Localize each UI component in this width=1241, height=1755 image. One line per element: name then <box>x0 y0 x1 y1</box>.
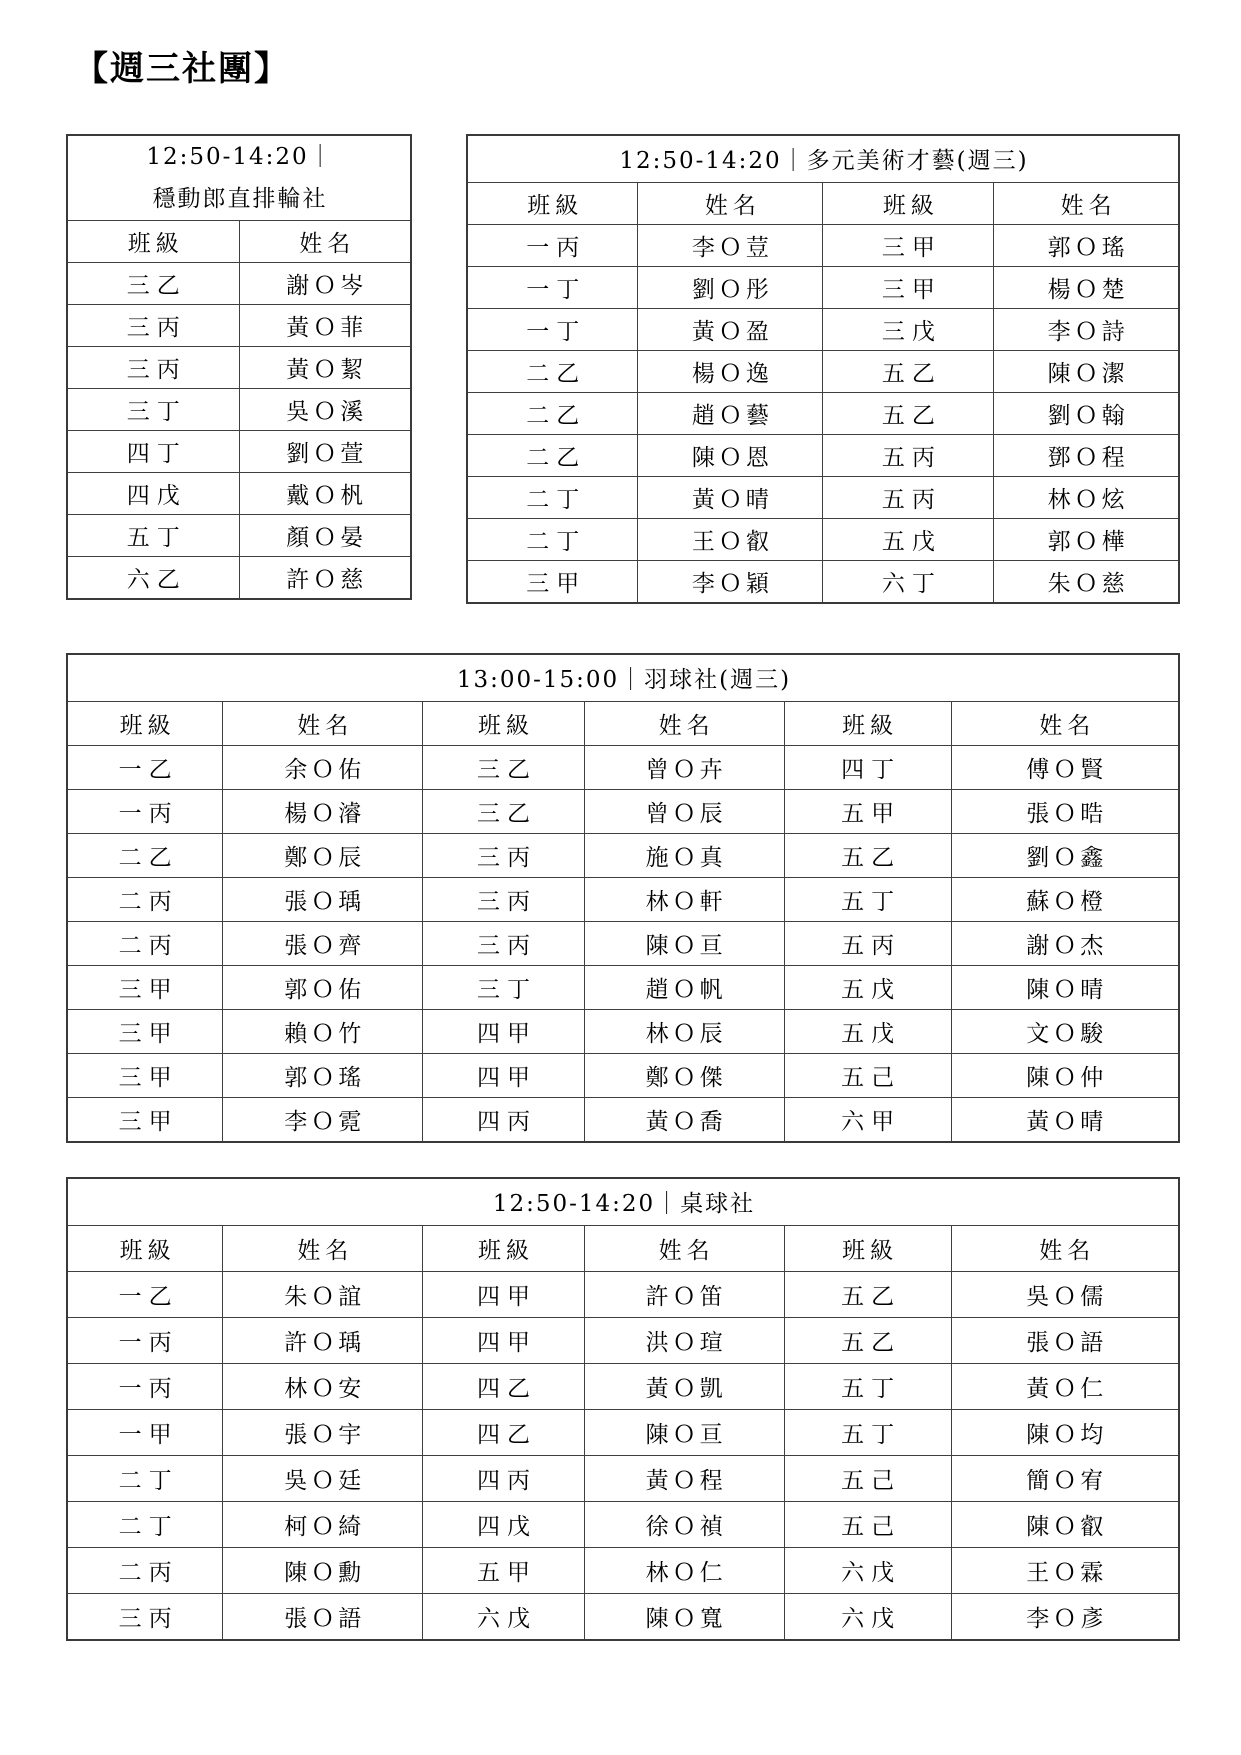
column-header: 班級 <box>67 1225 223 1271</box>
name-cell: 賴Ｏ竹 <box>223 1009 423 1053</box>
name-cell: 楊Ｏ逸 <box>638 350 823 392</box>
name-cell: 劉Ｏ萱 <box>239 430 411 472</box>
column-header: 班級 <box>467 182 638 224</box>
table-row <box>467 434 1179 476</box>
name-cell: 郭Ｏ佑 <box>223 965 423 1009</box>
name-cell: 蘇Ｏ橙 <box>951 877 1179 921</box>
table-title: 12:50-14:20｜桌球社 <box>67 1178 1179 1226</box>
table-row <box>67 304 411 346</box>
class-cell: 五己 <box>784 1455 951 1501</box>
table-row <box>67 877 1179 921</box>
table-row <box>67 1317 1179 1363</box>
name-cell: 戴Ｏ杋 <box>239 472 411 514</box>
table-title-time: 12:50-14:20｜ <box>146 143 334 170</box>
name-cell: 李Ｏ詩 <box>994 308 1179 350</box>
table-row <box>67 1097 1179 1142</box>
column-header: 姓名 <box>638 182 823 224</box>
name-cell: 吳Ｏ溪 <box>239 388 411 430</box>
class-cell: 二丙 <box>67 1547 223 1593</box>
table-header-row <box>467 182 1179 224</box>
table-row <box>67 1547 1179 1593</box>
class-cell: 三丙 <box>423 921 584 965</box>
name-cell: 鄭Ｏ辰 <box>223 833 423 877</box>
class-cell: 一丙 <box>67 789 223 833</box>
table-row <box>467 560 1179 603</box>
name-cell: 曾Ｏ辰 <box>584 789 784 833</box>
name-cell: 林Ｏ炫 <box>994 476 1179 518</box>
table-title: 12:50-14:20｜多元美術才藝(週三) <box>467 135 1179 183</box>
name-cell: 張Ｏ晧 <box>951 789 1179 833</box>
name-cell: 趙Ｏ帆 <box>584 965 784 1009</box>
name-cell: 曾Ｏ卉 <box>584 745 784 789</box>
class-cell: 五己 <box>784 1501 951 1547</box>
class-cell: 三甲 <box>67 1097 223 1142</box>
name-cell: 楊Ｏ楚 <box>994 266 1179 308</box>
class-cell: 五丙 <box>784 921 951 965</box>
column-header: 班級 <box>784 701 951 745</box>
column-header: 班級 <box>67 701 223 745</box>
name-cell: 楊Ｏ濬 <box>223 789 423 833</box>
class-cell: 三丙 <box>67 346 239 388</box>
class-cell: 四戊 <box>67 472 239 514</box>
table-row <box>67 262 411 304</box>
class-cell: 三乙 <box>423 745 584 789</box>
table-row <box>467 224 1179 266</box>
table-row <box>67 514 411 556</box>
class-cell: 三甲 <box>823 266 994 308</box>
name-cell: 李Ｏ霓 <box>223 1097 423 1142</box>
name-cell: 郭Ｏ瑤 <box>994 224 1179 266</box>
column-header: 姓名 <box>951 701 1179 745</box>
name-cell: 陳Ｏ亘 <box>584 1409 784 1455</box>
name-cell: 吳Ｏ廷 <box>223 1455 423 1501</box>
class-cell: 六戊 <box>784 1547 951 1593</box>
name-cell: 許Ｏ瑀 <box>223 1317 423 1363</box>
name-cell: 謝Ｏ岑 <box>239 262 411 304</box>
class-cell: 六乙 <box>67 556 239 599</box>
table-row <box>67 1363 1179 1409</box>
table-row <box>67 789 1179 833</box>
table-row <box>67 1593 1179 1640</box>
name-cell: 鄭Ｏ傑 <box>584 1053 784 1097</box>
class-cell: 三甲 <box>67 1053 223 1097</box>
class-cell: 二乙 <box>467 392 638 434</box>
name-cell: 朱Ｏ慈 <box>994 560 1179 603</box>
table-row <box>67 388 411 430</box>
class-cell: 二丁 <box>467 476 638 518</box>
class-cell: 五戊 <box>784 965 951 1009</box>
name-cell: 黃Ｏ盈 <box>638 308 823 350</box>
class-cell: 三甲 <box>67 965 223 1009</box>
class-cell: 五甲 <box>423 1547 584 1593</box>
skating-club-table <box>66 134 412 600</box>
name-cell: 吳Ｏ儒 <box>951 1271 1179 1317</box>
class-cell: 四丁 <box>784 745 951 789</box>
name-cell: 張Ｏ瑀 <box>223 877 423 921</box>
name-cell: 陳Ｏ亘 <box>584 921 784 965</box>
table-row <box>67 472 411 514</box>
table-row <box>467 308 1179 350</box>
class-cell: 三甲 <box>67 1009 223 1053</box>
top-tables-row <box>66 134 1241 604</box>
column-header: 姓名 <box>584 1225 784 1271</box>
name-cell: 黃Ｏ程 <box>584 1455 784 1501</box>
column-header: 姓名 <box>951 1225 1179 1271</box>
class-cell: 四丁 <box>67 430 239 472</box>
name-cell: 林Ｏ安 <box>223 1363 423 1409</box>
class-cell: 四甲 <box>423 1317 584 1363</box>
name-cell: 徐Ｏ禎 <box>584 1501 784 1547</box>
table-row <box>67 833 1179 877</box>
table-row <box>67 1409 1179 1455</box>
class-cell: 一乙 <box>67 745 223 789</box>
table-title-row <box>467 135 1179 183</box>
name-cell: 黃Ｏ菲 <box>239 304 411 346</box>
class-cell: 三丙 <box>423 833 584 877</box>
class-cell: 二丙 <box>67 877 223 921</box>
name-cell: 黃Ｏ凱 <box>584 1363 784 1409</box>
class-cell: 四乙 <box>423 1409 584 1455</box>
class-cell: 三乙 <box>423 789 584 833</box>
class-cell: 六戊 <box>423 1593 584 1640</box>
class-cell: 三甲 <box>467 560 638 603</box>
name-cell: 王Ｏ霖 <box>951 1547 1179 1593</box>
name-cell: 陳Ｏ均 <box>951 1409 1179 1455</box>
table-title-row <box>67 1178 1179 1226</box>
table-title-club: 穩動郎直排輪社 <box>152 185 328 212</box>
name-cell: 張Ｏ宇 <box>223 1409 423 1455</box>
name-cell: 劉Ｏ鑫 <box>951 833 1179 877</box>
name-cell: 朱Ｏ誼 <box>223 1271 423 1317</box>
column-header: 班級 <box>423 1225 584 1271</box>
name-cell: 李Ｏ穎 <box>638 560 823 603</box>
table-row <box>467 392 1179 434</box>
table-header-row <box>67 701 1179 745</box>
class-cell: 五丁 <box>784 1363 951 1409</box>
class-cell: 二丁 <box>67 1501 223 1547</box>
column-header: 班級 <box>67 220 239 262</box>
name-cell: 林Ｏ仁 <box>584 1547 784 1593</box>
class-cell: 一丁 <box>467 308 638 350</box>
badminton-club-table <box>66 653 1180 1143</box>
class-cell: 五己 <box>784 1053 951 1097</box>
class-cell: 一乙 <box>67 1271 223 1317</box>
name-cell: 張Ｏ語 <box>223 1593 423 1640</box>
class-cell: 一丁 <box>467 266 638 308</box>
name-cell: 黃Ｏ晴 <box>951 1097 1179 1142</box>
name-cell: 劉Ｏ彤 <box>638 266 823 308</box>
class-cell: 五丁 <box>784 1409 951 1455</box>
table-row <box>467 350 1179 392</box>
table-row <box>67 921 1179 965</box>
name-cell: 簡Ｏ宥 <box>951 1455 1179 1501</box>
table-title-row <box>67 135 411 221</box>
class-cell: 三乙 <box>67 262 239 304</box>
class-cell: 五丁 <box>67 514 239 556</box>
name-cell: 趙Ｏ藝 <box>638 392 823 434</box>
class-cell: 五乙 <box>823 392 994 434</box>
class-cell: 五乙 <box>823 350 994 392</box>
name-cell: 郭Ｏ樺 <box>994 518 1179 560</box>
class-cell: 六甲 <box>784 1097 951 1142</box>
class-cell: 四丙 <box>423 1097 584 1142</box>
name-cell: 張Ｏ齊 <box>223 921 423 965</box>
class-cell: 三戊 <box>823 308 994 350</box>
name-cell: 許Ｏ笛 <box>584 1271 784 1317</box>
name-cell: 黃Ｏ絜 <box>239 346 411 388</box>
table-row <box>67 745 1179 789</box>
class-cell: 六丁 <box>823 560 994 603</box>
class-cell: 二乙 <box>467 434 638 476</box>
name-cell: 王Ｏ叡 <box>638 518 823 560</box>
table-header-row <box>67 220 411 262</box>
name-cell: 陳Ｏ潔 <box>994 350 1179 392</box>
name-cell: 傅Ｏ賢 <box>951 745 1179 789</box>
class-cell: 五甲 <box>784 789 951 833</box>
name-cell: 黃Ｏ晴 <box>638 476 823 518</box>
name-cell: 林Ｏ辰 <box>584 1009 784 1053</box>
name-cell: 張Ｏ語 <box>951 1317 1179 1363</box>
table-row <box>67 346 411 388</box>
class-cell: 五乙 <box>784 1271 951 1317</box>
table-header-row <box>67 1225 1179 1271</box>
name-cell: 劉Ｏ翰 <box>994 392 1179 434</box>
column-header: 班級 <box>823 182 994 224</box>
class-cell: 四甲 <box>423 1009 584 1053</box>
table-row <box>467 266 1179 308</box>
name-cell: 陳Ｏ晴 <box>951 965 1179 1009</box>
name-cell: 陳Ｏ勳 <box>223 1547 423 1593</box>
table-row <box>67 965 1179 1009</box>
name-cell: 鄧Ｏ程 <box>994 434 1179 476</box>
class-cell: 一甲 <box>67 1409 223 1455</box>
table-title-row <box>67 654 1179 702</box>
name-cell: 許Ｏ慈 <box>239 556 411 599</box>
class-cell: 五戊 <box>784 1009 951 1053</box>
class-cell: 二乙 <box>467 350 638 392</box>
class-cell: 一丙 <box>467 224 638 266</box>
name-cell: 郭Ｏ瑤 <box>223 1053 423 1097</box>
class-cell: 五戊 <box>823 518 994 560</box>
class-cell: 六戊 <box>784 1593 951 1640</box>
table-row <box>467 476 1179 518</box>
column-header: 姓名 <box>994 182 1179 224</box>
column-header: 姓名 <box>239 220 411 262</box>
table-row <box>67 1009 1179 1053</box>
column-header: 班級 <box>784 1225 951 1271</box>
name-cell: 顏Ｏ晏 <box>239 514 411 556</box>
class-cell: 三丁 <box>67 388 239 430</box>
table-title: 13:00-15:00｜羽球社(週三) <box>67 654 1179 702</box>
name-cell: 陳Ｏ仲 <box>951 1053 1179 1097</box>
name-cell: 施Ｏ真 <box>584 833 784 877</box>
class-cell: 五丙 <box>823 476 994 518</box>
class-cell: 四乙 <box>423 1363 584 1409</box>
name-cell: 謝Ｏ杰 <box>951 921 1179 965</box>
name-cell: 陳Ｏ叡 <box>951 1501 1179 1547</box>
table-row <box>67 1053 1179 1097</box>
table-row <box>467 518 1179 560</box>
table-row <box>67 1455 1179 1501</box>
class-cell: 五丙 <box>823 434 994 476</box>
class-cell: 四戊 <box>423 1501 584 1547</box>
page-title: 【週三社團】 <box>74 49 290 89</box>
class-cell: 二丁 <box>67 1455 223 1501</box>
name-cell: 黃Ｏ喬 <box>584 1097 784 1142</box>
column-header: 姓名 <box>223 701 423 745</box>
column-header: 姓名 <box>223 1225 423 1271</box>
art-club-table <box>466 134 1180 604</box>
name-cell: 陳Ｏ寬 <box>584 1593 784 1640</box>
table-row <box>67 430 411 472</box>
name-cell: 洪Ｏ瑄 <box>584 1317 784 1363</box>
class-cell: 二乙 <box>67 833 223 877</box>
name-cell: 柯Ｏ綺 <box>223 1501 423 1547</box>
pingpong-club-table <box>66 1177 1180 1641</box>
class-cell: 四甲 <box>423 1271 584 1317</box>
class-cell: 四甲 <box>423 1053 584 1097</box>
name-cell: 黃Ｏ仁 <box>951 1363 1179 1409</box>
column-header: 姓名 <box>584 701 784 745</box>
class-cell: 一丙 <box>67 1363 223 1409</box>
name-cell: 文Ｏ駿 <box>951 1009 1179 1053</box>
name-cell: 李Ｏ荳 <box>638 224 823 266</box>
class-cell: 二丁 <box>467 518 638 560</box>
class-cell: 三丙 <box>67 1593 223 1640</box>
name-cell: 陳Ｏ恩 <box>638 434 823 476</box>
table-row <box>67 556 411 599</box>
table-title <box>67 135 411 221</box>
table-row <box>67 1501 1179 1547</box>
column-header: 班級 <box>423 701 584 745</box>
class-cell: 五乙 <box>784 1317 951 1363</box>
class-cell: 四丙 <box>423 1455 584 1501</box>
name-cell: 林Ｏ軒 <box>584 877 784 921</box>
class-cell: 三丁 <box>423 965 584 1009</box>
class-cell: 二丙 <box>67 921 223 965</box>
class-cell: 一丙 <box>67 1317 223 1363</box>
class-cell: 三丙 <box>423 877 584 921</box>
class-cell: 五乙 <box>784 833 951 877</box>
class-cell: 三甲 <box>823 224 994 266</box>
class-cell: 三丙 <box>67 304 239 346</box>
name-cell: 李Ｏ彥 <box>951 1593 1179 1640</box>
name-cell: 余Ｏ佑 <box>223 745 423 789</box>
class-cell: 五丁 <box>784 877 951 921</box>
table-row <box>67 1271 1179 1317</box>
